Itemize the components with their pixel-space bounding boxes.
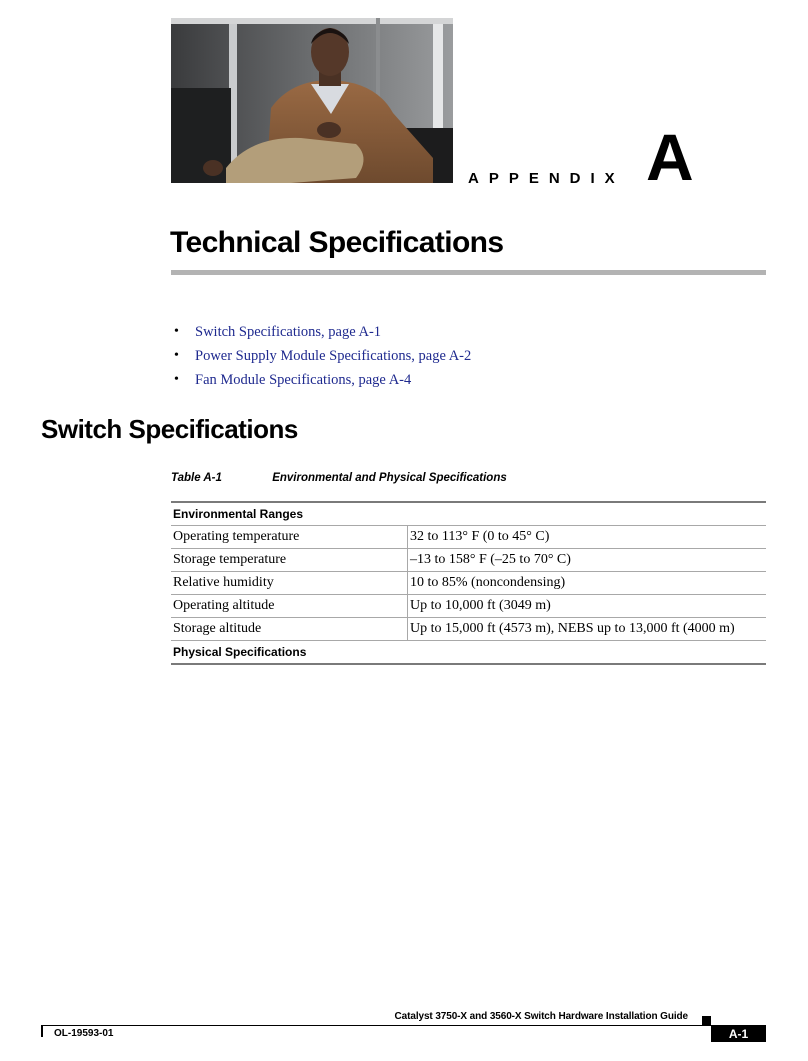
chapter-photo xyxy=(171,18,453,183)
table-group-row xyxy=(171,502,766,526)
footer-doc-number: OL-19593-01 xyxy=(54,1028,114,1039)
footer-rule xyxy=(41,1025,766,1026)
group-heading-physical: Physical Specifications xyxy=(173,645,307,659)
table-caption xyxy=(171,472,507,484)
table-row xyxy=(171,572,766,595)
toc-link-power-supply-specs[interactable]: Power Supply Module Specifications, page A-2 xyxy=(195,347,472,364)
group-heading-environmental: Environmental Ranges xyxy=(171,502,766,526)
table-row xyxy=(171,618,766,641)
toc-link-switch-specs[interactable]: Switch Specifications, page A-1 xyxy=(195,323,382,340)
row-label: Operating altitude xyxy=(171,595,408,618)
section-title: Switch Specifications xyxy=(41,414,298,444)
row-label: Operating temperature xyxy=(171,526,408,549)
toc-item xyxy=(174,368,471,392)
page-number-tab xyxy=(711,1025,766,1042)
appendix-letter: A xyxy=(646,120,694,194)
row-value: –13 to 158° F (–25 to 70° C) xyxy=(408,549,767,572)
table-row xyxy=(171,549,766,572)
page-number: A-1 xyxy=(728,1026,749,1041)
footer-guide-title: Catalyst 3750-X and 3560-X Switch Hardware Installation Guide xyxy=(394,1011,688,1022)
toc-item xyxy=(174,320,471,344)
row-label: Relative humidity xyxy=(171,572,408,595)
row-value: 32 to 113° F (0 to 45° C) xyxy=(408,526,767,549)
toc-link-fan-module-specs[interactable]: Fan Module Specifications, page A-4 xyxy=(195,371,412,388)
row-value: Up to 10,000 ft (3049 m) xyxy=(408,595,767,618)
title-rule xyxy=(171,270,766,275)
row-label: Storage temperature xyxy=(171,549,408,572)
table-group-row xyxy=(171,641,766,665)
toc-item xyxy=(174,344,471,368)
bullet-icon: • xyxy=(174,348,179,363)
footer-tick xyxy=(41,1025,43,1037)
bullet-icon: • xyxy=(174,372,179,387)
table-row xyxy=(171,595,766,618)
bullet-icon: • xyxy=(174,324,179,339)
footer-square-marker xyxy=(702,1016,711,1025)
table-number: Table A-1 xyxy=(171,472,222,484)
appendix-label: APPENDIX xyxy=(468,170,625,187)
row-value: 10 to 85% (noncondensing) xyxy=(408,572,767,595)
table-row xyxy=(171,526,766,549)
table-title: Environmental and Physical Specifications xyxy=(272,472,507,484)
chapter-title: Technical Specifications xyxy=(170,226,504,259)
person-photo-illustration xyxy=(171,18,453,183)
spec-table xyxy=(171,501,766,665)
row-label: Storage altitude xyxy=(171,618,408,641)
chapter-toc xyxy=(174,320,471,392)
row-value: Up to 15,000 ft (4573 m), NEBS up to 13,000 ft (4000 m) xyxy=(408,618,767,641)
